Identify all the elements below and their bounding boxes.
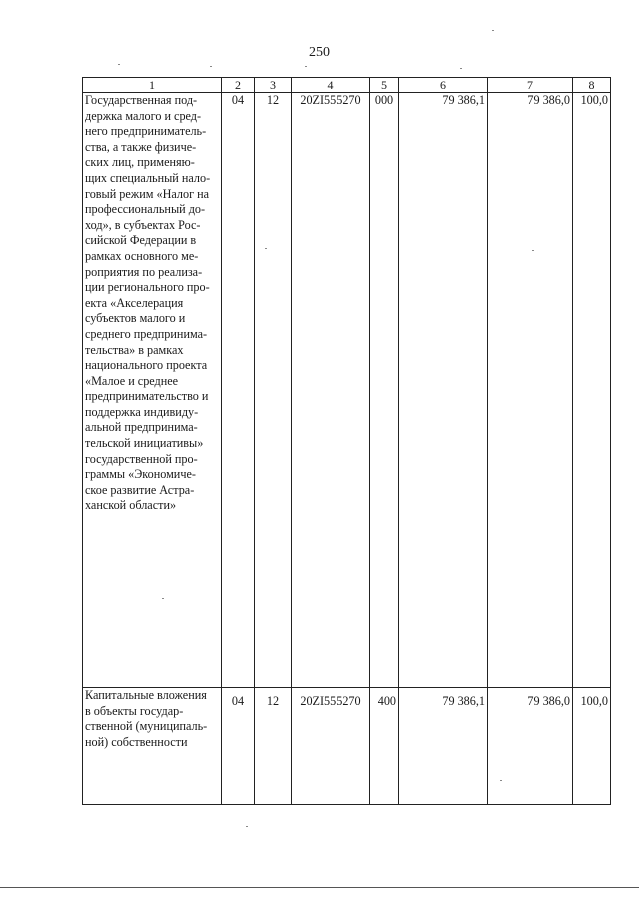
row-subsection: 12 [255, 93, 292, 688]
header-col-7: 7 [488, 78, 573, 93]
header-col-4: 4 [292, 78, 370, 93]
scan-speck [162, 598, 164, 599]
scan-speck [265, 248, 267, 249]
row-target-article: 20ZI555270 [292, 688, 370, 805]
budget-table [82, 77, 611, 805]
scan-speck [210, 66, 212, 67]
table-header-row [83, 78, 611, 93]
row-section: 04 [222, 688, 255, 805]
row-expense-type: 400 [370, 688, 399, 805]
row-description: Капитальные вложения в объекты государ- ственной (муниципаль- ной) собственности [83, 688, 222, 805]
scan-speck [246, 826, 248, 827]
header-col-8: 8 [573, 78, 611, 93]
row-plan: 79 386,1 [399, 93, 488, 688]
row-expense-type: 000 [370, 93, 399, 688]
header-col-2: 2 [222, 78, 255, 93]
header-col-6: 6 [399, 78, 488, 93]
row-target-article: 20ZI555270 [292, 93, 370, 688]
scan-speck [492, 30, 494, 31]
row-description: Государственная под- держка малого и сред- него предприниматель- ства, а также физиче- ских лиц, применяю- щих специальный нало- говый режим «Налог на профессиональный до- ход», в субъектах Рос- сийской Федерации в рамках основного ме- роприятия по реализа- ции регионального про- екта «Акселерация субъектов малого и среднего предпринима- тельства» в рамках национального проекта «Малое и среднее предпринимательство и поддержка индивиду- альной предпринима- тельской инициативы» государственной про- граммы «Экономиче- ское развитие Астра- ханской области» [83, 93, 222, 688]
row-section: 04 [222, 93, 255, 688]
header-col-3: 3 [255, 78, 292, 93]
page-bottom-edge [0, 887, 639, 888]
scan-speck [500, 780, 502, 781]
table-row [83, 688, 611, 805]
scan-speck [532, 250, 534, 251]
scan-speck [460, 68, 462, 69]
header-col-1: 1 [83, 78, 222, 93]
row-percent: 100,0 [573, 688, 611, 805]
scan-speck [305, 66, 307, 67]
page-number: 250 [309, 45, 330, 60]
row-subsection: 12 [255, 688, 292, 805]
row-plan: 79 386,1 [399, 688, 488, 805]
header-col-5: 5 [370, 78, 399, 93]
scan-speck [118, 64, 120, 65]
row-percent: 100,0 [573, 93, 611, 688]
row-actual: 79 386,0 [488, 93, 573, 688]
row-actual: 79 386,0 [488, 688, 573, 805]
